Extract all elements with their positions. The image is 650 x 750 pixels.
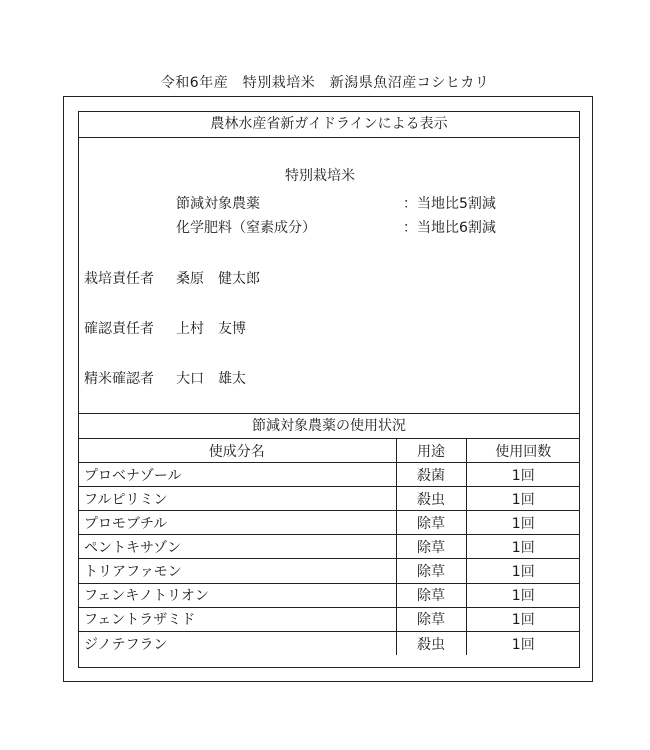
person-name-confirmation: 上村 友博 xyxy=(176,321,246,337)
pesticide-table xyxy=(78,438,580,655)
pesticide-use: 除草 xyxy=(396,583,466,607)
reduction-item-fertilizer: 化学肥料（窒素成分） xyxy=(176,220,316,236)
guideline-header: 農林水産省新ガイドラインによる表示 xyxy=(78,111,580,138)
special-rice-label: 特別栽培米 xyxy=(285,168,355,184)
table-header-row xyxy=(78,439,580,463)
pesticide-use: 除草 xyxy=(396,511,466,535)
table-row xyxy=(78,631,580,655)
pesticide-section-header: 節減対象農薬の使用状況 xyxy=(78,413,580,439)
pesticide-count: 1回 xyxy=(466,607,580,631)
pesticide-count: 1回 xyxy=(466,511,580,535)
person-role-polishing: 精米確認者 xyxy=(84,371,154,387)
pesticide-use: 殺虫 xyxy=(396,631,466,655)
pesticide-count: 1回 xyxy=(466,535,580,559)
table-row xyxy=(78,535,580,559)
pesticide-count: 1回 xyxy=(466,583,580,607)
reduction-value-pesticide: ：当地比5割減 xyxy=(403,196,496,212)
pesticide-name: トリアファモン xyxy=(78,559,396,583)
pesticide-count: 1回 xyxy=(466,463,580,487)
column-header-count: 使用回数 xyxy=(466,439,580,463)
pesticide-use: 除草 xyxy=(396,535,466,559)
column-header-use: 用途 xyxy=(396,439,466,463)
reduction-value-fertilizer: ：当地比6割減 xyxy=(403,220,496,236)
reduction-item-pesticide: 節減対象農薬 xyxy=(176,196,260,212)
pesticide-name: ジノテフラン xyxy=(78,631,396,655)
pesticide-name: プロベナゾール xyxy=(78,463,396,487)
pesticide-count: 1回 xyxy=(466,487,580,511)
document-title: 令和6年産 特別栽培米 新潟県魚沼産コシヒカリ xyxy=(160,75,490,91)
pesticide-count: 1回 xyxy=(466,631,580,655)
table-row xyxy=(78,583,580,607)
person-role-cultivation: 栽培責任者 xyxy=(84,271,154,287)
pesticide-use: 除草 xyxy=(396,559,466,583)
table-row xyxy=(78,559,580,583)
table-row xyxy=(78,607,580,631)
column-header-name: 使成分名 xyxy=(78,439,396,463)
pesticide-name: フルピリミン xyxy=(78,487,396,511)
pesticide-use: 殺虫 xyxy=(396,487,466,511)
pesticide-use: 除草 xyxy=(396,607,466,631)
pesticide-name: フェンキノトリオン xyxy=(78,583,396,607)
table-row xyxy=(78,463,580,487)
pesticide-name: プロモブチル xyxy=(78,511,396,535)
table-row xyxy=(78,511,580,535)
person-role-confirmation: 確認責任者 xyxy=(84,321,154,337)
table-row xyxy=(78,487,580,511)
pesticide-count: 1回 xyxy=(466,559,580,583)
person-name-polishing: 大口 雄太 xyxy=(176,371,246,387)
pesticide-name: ペントキサゾン xyxy=(78,535,396,559)
person-name-cultivation: 桑原 健太郎 xyxy=(176,271,260,287)
pesticide-name: フェントラザミド xyxy=(78,607,396,631)
pesticide-use: 殺菌 xyxy=(396,463,466,487)
